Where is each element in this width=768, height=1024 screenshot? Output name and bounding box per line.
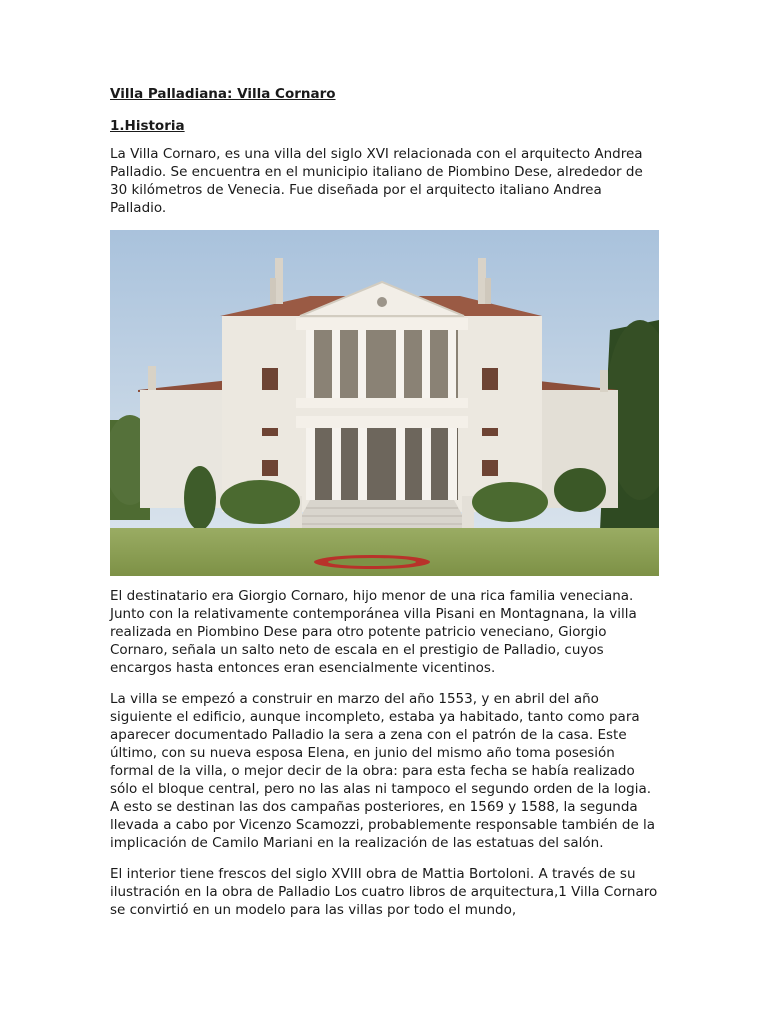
document-page <box>110 84 658 919</box>
paragraph-construccion: La villa se empezó a construir en marzo del año 1553, y en abril del año siguiente el edificio, aunque incompleto, estaba ya habitado, tanto como para aparecer documentado Palladio la sera a zena con el patrón de la casa. Este último, con su nueva esposa Elena, en junio del mismo año toma posesión formal de la villa, o mejor decir de la obra: para esta fecha se había realizado sólo el bloque central, pero no las alas ni tampoco el segundo orden de la logia. A esto se destinan las dos campañas posteriores, en 1569 y 1588, la segunda llevada a cabo por Vicenzo Scamozzi, probablemente responsable también de la implicación de Camilo Mariani en la realización de las estatuas del salón. <box>110 691 656 851</box>
section-heading: 1.Historia <box>110 118 185 134</box>
paragraph-interior: El interior tiene frescos del siglo XVIII obra de Mattia Bortoloni. A través de su ilustración en la obra de Palladio Los cuatro libros de arquitectura,1 Villa Cornaro se convirtió en un modelo para las villas por todo el mundo, <box>110 866 658 918</box>
paragraph-intro: La Villa Cornaro, es una villa del siglo XVI relacionada con el arquitecto Andrea Palladio. Se encuentra en el municipio italiano de Piombino Dese, alrededor de 30 kilómetros de Venecia. Fue diseñada por el arquitecto italiano Andrea Palladio. <box>110 146 643 216</box>
villa-cornaro-photo <box>110 230 659 576</box>
document-title: Villa Palladiana: Villa Cornaro <box>110 86 336 102</box>
paragraph-destinatario: El destinatario era Giorgio Cornaro, hijo menor de una rica familia veneciana. Junto con la relativamente contemporánea villa Pisani en Montagnana, la villa realizada en Piombino Dese para otro potente patricio veneciano, Giorgio Cornaro, señala un salto neto de escala en el prestigio de Palladio, cuyos encargos hasta entonces eran esencialmente vicentinos. <box>110 588 637 676</box>
